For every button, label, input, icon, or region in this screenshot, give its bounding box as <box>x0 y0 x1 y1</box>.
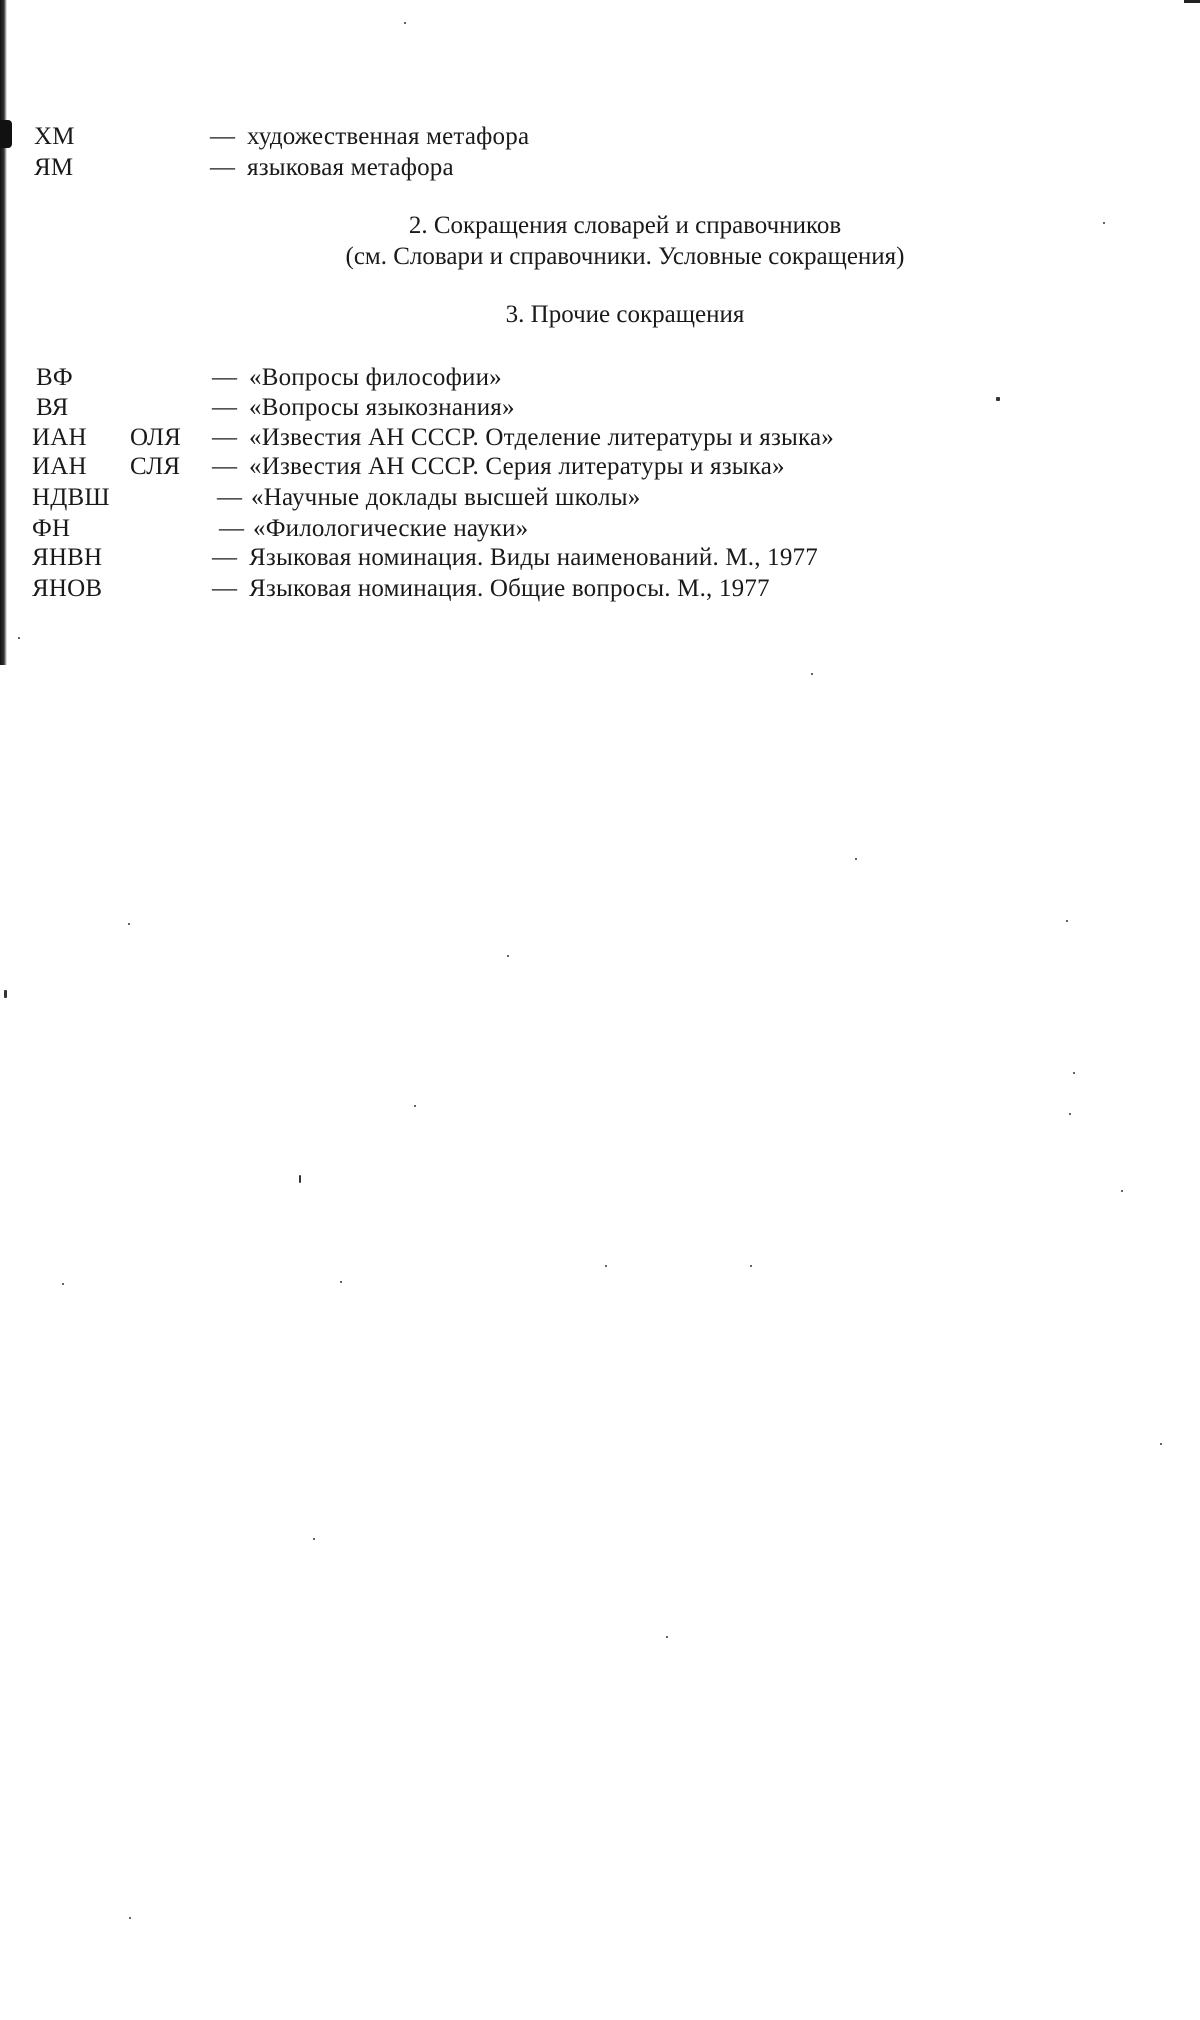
scan-speck <box>1160 1443 1162 1445</box>
abbreviation: НДВШ <box>32 484 110 511</box>
corner-mark <box>1184 0 1200 3</box>
binding-edge <box>0 0 7 665</box>
abbreviation-entry <box>32 423 1192 453</box>
dash: — <box>212 364 238 391</box>
scan-speck <box>128 923 130 925</box>
scan-speck <box>340 1281 342 1283</box>
dash: — <box>212 424 238 451</box>
dash: — <box>210 154 236 181</box>
abbreviation: ЯМ <box>34 154 74 181</box>
scan-speck <box>313 1538 315 1540</box>
dash: — <box>210 123 236 150</box>
abbreviation-entry <box>32 574 1192 604</box>
abbreviation: ВФ <box>36 364 73 391</box>
dash: — <box>219 515 245 542</box>
scan-speck <box>507 955 509 957</box>
scan-speck <box>996 397 1000 401</box>
dash: — <box>212 394 238 421</box>
definition: «Известия АН СССР. Серия литературы и языка» <box>249 453 785 480</box>
abbreviation-entry <box>32 543 1192 573</box>
scan-speck <box>605 1265 607 1267</box>
definition: языковая метафора <box>247 154 454 181</box>
definition: «Вопросы философии» <box>249 364 502 391</box>
abbreviation-part: ОЛЯ <box>130 424 182 451</box>
scan-speck <box>666 1636 668 1638</box>
scan-speck <box>1103 222 1105 224</box>
scan-speck <box>1066 920 1068 922</box>
scan-speck <box>129 1917 131 1919</box>
abbreviation-entry <box>36 393 1186 423</box>
scan-speck <box>18 637 20 639</box>
dash: — <box>212 453 238 480</box>
abbreviation-entry <box>32 514 1192 544</box>
abbreviation: ВЯ <box>36 394 69 421</box>
binding-notch <box>0 120 12 148</box>
abbreviation-entry <box>34 122 1134 152</box>
abbreviation-entry <box>34 153 1134 183</box>
definition: «Филологические науки» <box>253 515 529 542</box>
abbreviation: ИАН <box>32 424 87 451</box>
scan-speck <box>750 1265 752 1267</box>
abbreviation-entry <box>32 483 1192 513</box>
abbreviation: ИАН <box>32 453 87 480</box>
scan-speck <box>1073 1072 1075 1074</box>
abbreviation: ЯНОВ <box>32 575 103 602</box>
section-heading: 2. Сокращения словарей и справочников <box>408 212 842 239</box>
scan-speck <box>4 990 7 998</box>
section-subheading: (см. Словари и справочники. Условные сокращения) <box>345 243 905 270</box>
abbreviation: ФН <box>32 515 71 542</box>
definition: «Известия АН СССР. Отделение литературы и языка» <box>249 424 834 451</box>
dash: — <box>212 575 238 602</box>
scan-speck <box>299 1175 301 1183</box>
scan-speck <box>62 1283 64 1285</box>
scan-speck <box>404 22 406 24</box>
abbreviation: ХМ <box>34 123 75 150</box>
definition: Языковая номинация. Общие вопросы. М., 1977 <box>249 575 770 602</box>
scan-speck <box>1069 1113 1071 1115</box>
dash: — <box>212 544 238 571</box>
abbreviation-entry <box>32 452 1192 482</box>
section-heading: 3. Прочие сокращения <box>505 301 745 328</box>
scan-speck <box>1121 1190 1123 1192</box>
scan-speck <box>811 673 813 675</box>
scan-speck <box>855 858 857 860</box>
definition: «Научные доклады высшей школы» <box>251 484 641 511</box>
abbreviation-part: СЛЯ <box>130 453 181 480</box>
definition: Языковая номинация. Виды наименований. М., 1977 <box>249 544 818 571</box>
abbreviation-entry <box>36 363 1186 393</box>
abbreviation: ЯНВН <box>32 544 103 571</box>
definition: «Вопросы языкознания» <box>249 394 515 421</box>
scan-speck <box>414 1105 416 1107</box>
definition: художественная метафора <box>247 123 530 150</box>
dash: — <box>217 484 243 511</box>
